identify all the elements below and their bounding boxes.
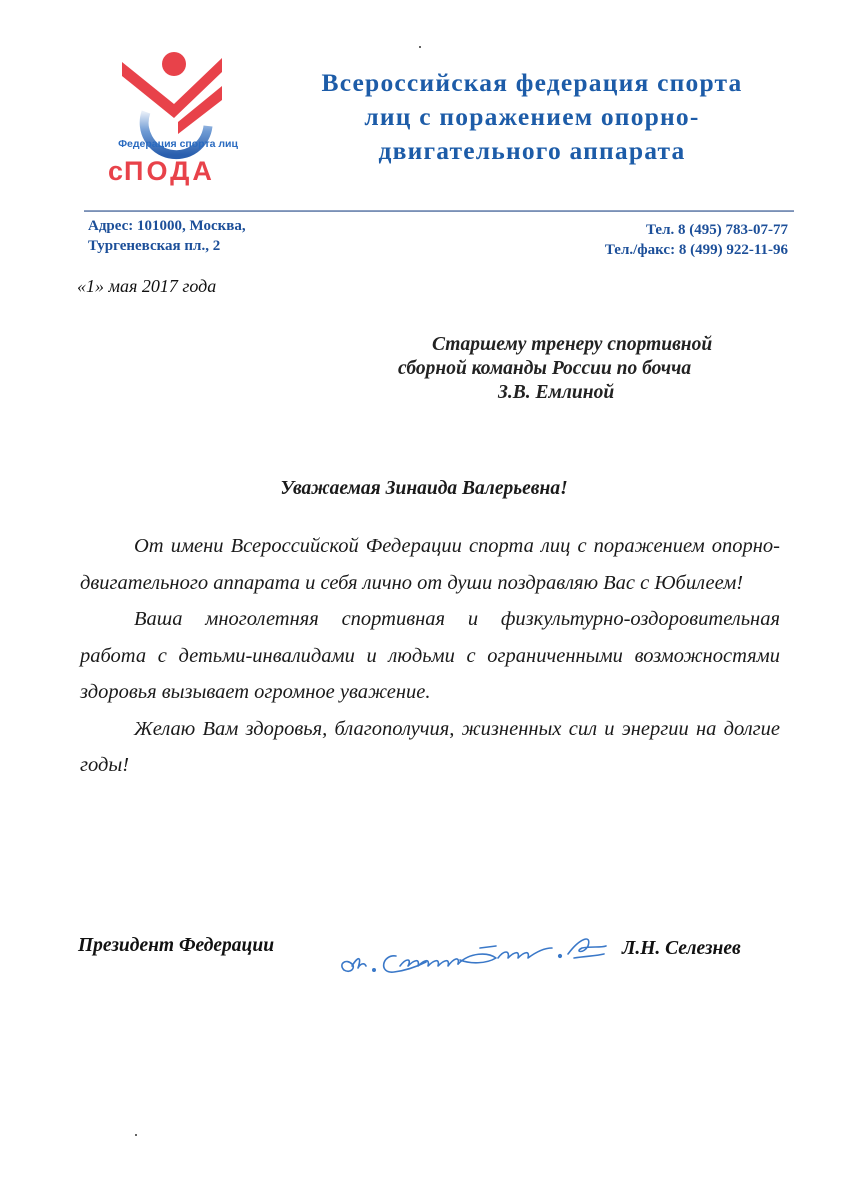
logo-acronym-text: ПОДА <box>124 156 215 186</box>
recipient-line: Старшему тренеру спортивной <box>432 334 713 355</box>
address-line: Адрес: 101000, Москва, <box>88 218 246 234</box>
address-line: Тургеневская пл., 2 <box>88 238 221 254</box>
logo-caption: Федерация спорта лиц <box>118 138 238 150</box>
fax-line: Тел./факс: 8 (499) 922-11-96 <box>604 242 788 258</box>
logo-head <box>162 52 186 76</box>
signatory-role: Президент Федерации <box>78 935 275 956</box>
logo-prefix: с <box>108 156 125 186</box>
recipient-block <box>390 333 770 405</box>
recipient-line: сборной команды России по бочча <box>398 358 692 379</box>
organization-title <box>282 66 782 168</box>
scan-speck <box>135 1134 137 1136</box>
phone-line: Тел. 8 (495) 783-07-77 <box>646 222 788 238</box>
recipient-line: З.В. Емлиной <box>498 382 615 403</box>
body-paragraph: Ваша многолетняя спортивная и физкультурно-оздоровительная работа с детьми-инвалидами и людьми с ограниченными возможностями здоровья вызывает огромное уважение. <box>80 608 780 703</box>
phone-block <box>605 220 788 260</box>
letterhead-divider <box>84 210 794 212</box>
scan-speck <box>419 46 421 48</box>
body-paragraph: Желаю Вам здоровья, благополучия, жизненных сил и энергии на долгие годы! <box>80 717 780 776</box>
logo-acronym <box>108 156 248 187</box>
logo-chevron-lower <box>178 86 222 134</box>
address-block <box>88 216 246 256</box>
org-title-line: двигательного аппарата <box>378 136 686 165</box>
letter-date: «1» мая 2017 года <box>77 276 217 296</box>
signatory-name: Л.Н. Селезнев <box>622 938 741 959</box>
letter-body <box>80 528 780 784</box>
org-title-line: Всероссийская федерация спорта <box>321 68 743 97</box>
handwritten-signature <box>330 918 615 983</box>
salutation: Уважаемая Зинаида Валерьевна! <box>280 478 568 499</box>
org-title-line: лиц с поражением опорно- <box>364 102 700 131</box>
body-paragraph: От имени Всероссийской Федерации спорта лиц с поражением опорно-двигательного аппарата и себя лично от души поздравляю Вас с Юбилеем! <box>80 535 780 594</box>
